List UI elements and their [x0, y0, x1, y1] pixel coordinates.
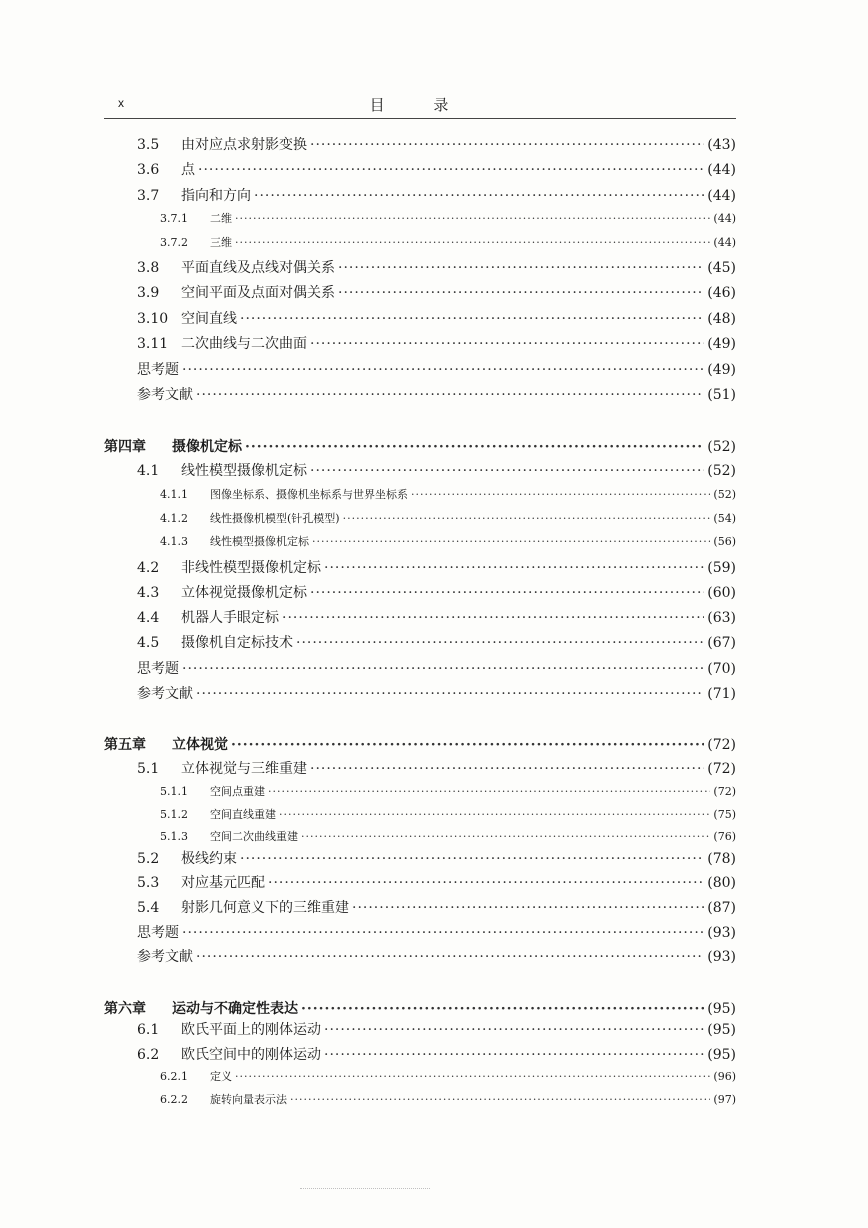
entry-page: (80) — [707, 875, 736, 891]
entry-title: 对应基元匹配 — [181, 875, 265, 891]
entry-title: 思考题 — [137, 925, 179, 941]
section-entry[interactable] — [137, 1019, 736, 1039]
entry-title: 参考文献 — [137, 949, 193, 965]
entry-title: 空间点重建 — [210, 785, 265, 798]
chapter-entry[interactable] — [104, 998, 736, 1018]
subsection-entry[interactable] — [160, 828, 736, 844]
entry-page: (52) — [713, 488, 736, 501]
entry-number: 3.10 — [137, 311, 169, 327]
leader-dots — [301, 1001, 704, 1017]
leader-dots — [312, 535, 710, 548]
entry-number: 4.1 — [137, 463, 160, 479]
entry-number: 第四章 — [104, 439, 146, 455]
entry-title: 空间平面及点面对偶关系 — [181, 285, 335, 301]
section-entry[interactable] — [137, 683, 736, 703]
entry-number: 5.4 — [137, 900, 160, 916]
entry-number: 4.2 — [137, 560, 160, 576]
leader-dots — [279, 808, 710, 821]
entry-page: (71) — [707, 686, 736, 702]
subsection-entry[interactable] — [160, 1068, 736, 1084]
subsection-entry[interactable] — [160, 783, 736, 799]
entry-number: 6.1 — [137, 1022, 160, 1038]
entry-page: (59) — [707, 560, 736, 576]
subsection-entry[interactable] — [160, 806, 736, 822]
leader-dots — [182, 925, 704, 941]
entry-title: 旋转向量表示法 — [210, 1093, 287, 1106]
leader-dots — [310, 761, 704, 777]
entry-title: 三维 — [210, 236, 232, 249]
entry-number: 4.1.3 — [160, 535, 188, 548]
entry-page: (96) — [713, 1070, 736, 1083]
leader-dots — [196, 387, 704, 403]
entry-page: (51) — [707, 387, 736, 403]
entry-number: 6.2.1 — [160, 1070, 188, 1083]
entry-title: 平面直线及点线对偶关系 — [181, 260, 335, 276]
leader-dots — [182, 661, 704, 677]
entry-page: (76) — [713, 830, 736, 843]
leader-dots — [268, 785, 710, 798]
entry-title: 点 — [181, 162, 195, 178]
entry-number: 4.1.2 — [160, 512, 188, 525]
entry-title: 二维 — [210, 212, 232, 225]
entry-title: 机器人手眼定标 — [181, 610, 279, 626]
leader-dots — [196, 686, 704, 702]
subsection-entry[interactable] — [160, 1091, 736, 1107]
section-entry[interactable] — [137, 359, 736, 379]
entry-number: 6.2.2 — [160, 1093, 188, 1106]
entry-title: 运动与不确定性表达 — [172, 1001, 298, 1017]
entry-number: 第五章 — [104, 737, 146, 753]
leader-dots — [245, 439, 704, 455]
section-entry[interactable] — [137, 257, 736, 277]
entry-number: 3.11 — [137, 336, 169, 352]
entry-page: (97) — [713, 1093, 736, 1106]
leader-dots — [235, 1070, 710, 1083]
entry-number: 3.5 — [137, 137, 160, 153]
entry-number: 5.2 — [137, 851, 160, 867]
entry-title: 线性摄像机模型(针孔模型) — [210, 512, 340, 525]
leader-dots — [343, 512, 711, 525]
entry-title: 立体视觉摄像机定标 — [181, 585, 307, 601]
entry-title: 立体视觉 — [172, 737, 228, 753]
entry-title: 线性模型摄像机定标 — [210, 535, 309, 548]
entry-page: (70) — [707, 661, 736, 677]
section-entry[interactable] — [137, 658, 736, 678]
entry-page: (75) — [713, 808, 736, 821]
section-entry[interactable] — [137, 333, 736, 353]
entry-page: (72) — [707, 761, 736, 777]
entry-page: (60) — [707, 585, 736, 601]
entry-page: (95) — [707, 1047, 736, 1063]
section-entry[interactable] — [137, 557, 736, 577]
entry-title: 摄像机自定标技术 — [181, 635, 293, 651]
leader-dots — [254, 188, 704, 204]
entry-title: 非线性模型摄像机定标 — [181, 560, 321, 576]
section-entry[interactable] — [137, 185, 736, 205]
section-entry[interactable] — [137, 607, 736, 627]
leader-dots — [296, 635, 704, 651]
entry-page: (43) — [707, 137, 736, 153]
section-entry[interactable] — [137, 632, 736, 652]
section-entry[interactable] — [137, 582, 736, 602]
leader-dots — [231, 737, 704, 753]
leader-dots — [352, 900, 704, 916]
entry-title: 极线约束 — [181, 851, 237, 867]
entry-number: 3.7.1 — [160, 212, 188, 225]
entry-title: 参考文献 — [137, 387, 193, 403]
entry-page: (67) — [707, 635, 736, 651]
entry-title: 思考题 — [137, 661, 179, 677]
entry-title: 摄像机定标 — [172, 439, 242, 455]
entry-number: 第六章 — [104, 1001, 146, 1017]
subsection-entry[interactable] — [160, 486, 736, 502]
entry-page: (72) — [707, 737, 736, 753]
entry-number: 3.7.2 — [160, 236, 188, 249]
leader-dots — [235, 212, 710, 225]
entry-page: (44) — [707, 162, 736, 178]
entry-page: (45) — [707, 260, 736, 276]
entry-page: (49) — [707, 336, 736, 352]
entry-page: (87) — [707, 900, 736, 916]
entry-number: 5.1 — [137, 761, 160, 777]
entry-title: 欧氏平面上的刚体运动 — [181, 1022, 321, 1038]
leader-dots — [268, 875, 704, 891]
entry-title: 空间二次曲线重建 — [210, 830, 298, 843]
chapter-entry[interactable] — [104, 734, 736, 754]
leader-dots — [198, 162, 704, 178]
entry-title: 射影几何意义下的三维重建 — [181, 900, 349, 916]
leader-dots — [290, 1093, 710, 1106]
entry-page: (48) — [707, 311, 736, 327]
subsection-entry[interactable] — [160, 533, 736, 549]
entry-page: (93) — [707, 949, 736, 965]
leader-dots — [301, 830, 710, 843]
leader-dots — [310, 137, 704, 153]
leader-dots — [324, 560, 704, 576]
leader-dots — [235, 236, 710, 249]
section-entry[interactable] — [137, 460, 736, 480]
entry-page: (52) — [707, 463, 736, 479]
leader-dots — [310, 463, 704, 479]
leader-dots — [324, 1022, 704, 1038]
section-entry[interactable] — [137, 1044, 736, 1064]
entry-number: 5.1.2 — [160, 808, 188, 821]
entry-page: (78) — [707, 851, 736, 867]
entry-page: (44) — [713, 236, 736, 249]
entry-page: (44) — [707, 188, 736, 204]
chapter-entry[interactable] — [104, 436, 736, 456]
entry-title: 立体视觉与三维重建 — [181, 761, 307, 777]
section-entry[interactable] — [137, 946, 736, 966]
leader-dots — [310, 585, 704, 601]
section-entry[interactable] — [137, 134, 736, 154]
entry-title: 定义 — [210, 1070, 232, 1083]
running-header — [104, 94, 736, 119]
entry-title: 空间直线重建 — [210, 808, 276, 821]
page-number: x — [118, 96, 124, 110]
section-entry[interactable] — [137, 308, 736, 328]
subsection-entry[interactable] — [160, 210, 736, 226]
entry-number: 3.7 — [137, 188, 160, 204]
section-entry[interactable] — [137, 758, 736, 778]
entry-page: (63) — [707, 610, 736, 626]
entry-title: 图像坐标系、摄像机坐标系与世界坐标系 — [210, 488, 408, 501]
entry-number: 6.2 — [137, 1047, 160, 1063]
entry-title: 空间直线 — [181, 311, 237, 327]
leader-dots — [411, 488, 710, 501]
entry-number: 3.8 — [137, 260, 160, 276]
entry-number: 4.5 — [137, 635, 160, 651]
leader-dots — [240, 851, 704, 867]
entry-number: 3.6 — [137, 162, 160, 178]
leader-dots — [338, 285, 704, 301]
entry-number: 4.3 — [137, 585, 160, 601]
subsection-entry[interactable] — [160, 510, 736, 526]
entry-title: 欧氏空间中的刚体运动 — [181, 1047, 321, 1063]
page-title: 目 录 — [369, 96, 471, 114]
section-entry[interactable] — [137, 159, 736, 179]
leader-dots — [240, 311, 704, 327]
leader-dots — [282, 610, 704, 626]
entry-number: 4.4 — [137, 610, 160, 626]
entry-title: 指向和方向 — [181, 188, 251, 204]
section-entry[interactable] — [137, 872, 736, 892]
entry-number: 5.1.1 — [160, 785, 188, 798]
entry-number: 4.1.1 — [160, 488, 188, 501]
entry-title: 线性模型摄像机定标 — [181, 463, 307, 479]
section-entry[interactable] — [137, 922, 736, 942]
section-entry[interactable] — [137, 897, 736, 917]
entry-page: (44) — [713, 212, 736, 225]
entry-page: (72) — [713, 785, 736, 798]
entry-page: (52) — [707, 439, 736, 455]
entry-number: 5.3 — [137, 875, 160, 891]
entry-page: (93) — [707, 925, 736, 941]
entry-title: 二次曲线与二次曲面 — [181, 336, 307, 352]
entry-title: 思考题 — [137, 362, 179, 378]
section-entry[interactable] — [137, 384, 736, 404]
entry-page: (56) — [713, 535, 736, 548]
leader-dots — [182, 362, 704, 378]
leader-dots — [310, 336, 704, 352]
section-entry[interactable] — [137, 848, 736, 868]
entry-number: 5.1.3 — [160, 830, 188, 843]
entry-title: 由对应点求射影变换 — [181, 137, 307, 153]
leader-dots — [196, 949, 704, 965]
section-entry[interactable] — [137, 282, 736, 302]
entry-title: 参考文献 — [137, 686, 193, 702]
scan-noise — [300, 1188, 430, 1191]
leader-dots — [338, 260, 704, 276]
entry-number: 3.9 — [137, 285, 160, 301]
subsection-entry[interactable] — [160, 234, 736, 250]
entry-page: (46) — [707, 285, 736, 301]
entry-page: (95) — [707, 1022, 736, 1038]
entry-page: (95) — [707, 1001, 736, 1017]
leader-dots — [324, 1047, 704, 1063]
entry-page: (49) — [707, 362, 736, 378]
entry-page: (54) — [713, 512, 736, 525]
